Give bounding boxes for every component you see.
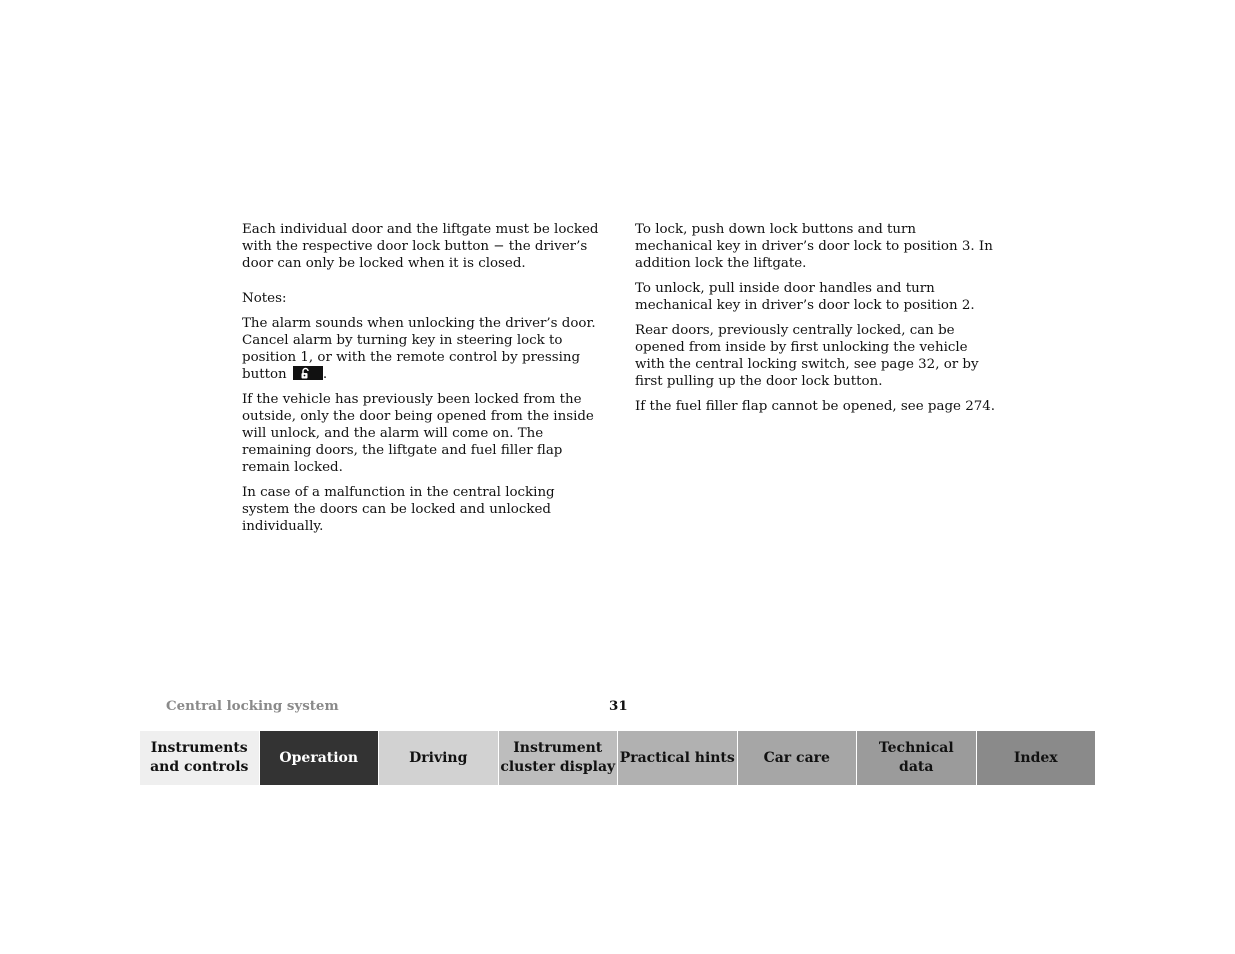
rear-doors-paragraph: Rear doors, previously centrally locked, can be opened from inside by first unlocking the vehicle with the central locking switch, see page 32, or by first pulling up the door lock button. [635,323,979,389]
intro-paragraph: Each individual door and the liftgate must be locked with the respective door lock button − the driver’s door can only be locked when it is closed. [242,222,599,271]
note-outside-lock-paragraph: If the vehicle has previously been locked from the outside, only the door being opened from the inside will unlock, and the alarm will come on. The remaining doors, the liftgate and fuel filler flap remain locked. [242,392,594,475]
right-column [635,221,997,423]
tab-car-care[interactable]: Car care [738,731,858,785]
notes-heading: Notes: [242,291,287,306]
tab-driving[interactable]: Driving [379,731,499,785]
unlock-instructions-paragraph: To unlock, pull inside door handles and turn mechanical key in driver’s door lock to position 2. [635,281,975,313]
tab-practical-hints[interactable]: Practical hints [618,731,738,785]
lock-instructions-paragraph: To lock, push down lock buttons and turn mechanical key in driver’s door lock to position 3. In addition lock the liftgate. [635,222,993,271]
note-alarm-paragraph [242,315,604,383]
left-column [242,221,604,543]
tab-index[interactable]: Index [977,731,1096,785]
section-title: Central locking system [166,698,339,714]
tab-operation[interactable]: Operation [260,731,380,785]
tab-instruments-and-controls[interactable]: Instruments and controls [140,731,260,785]
unlock-icon [293,366,323,380]
note-alarm-text: The alarm sounds when unlocking the driver’s door. Cancel alarm by turning key in steering lock to position 1, or with the remote control by pressing button [242,316,596,382]
note-malfunction-paragraph: In case of a malfunction in the central locking system the doors can be locked and unlocked individually. [242,485,555,534]
fuel-flap-paragraph: If the fuel filler flap cannot be opened, see page 274. [635,399,996,414]
section-tabs [140,731,1095,785]
tab-technical-data[interactable]: Technical data [857,731,977,785]
page-number: 31 [609,698,628,714]
tab-instrument-cluster-display[interactable]: Instrument cluster display [499,731,619,785]
note-alarm-end: . [322,367,328,382]
